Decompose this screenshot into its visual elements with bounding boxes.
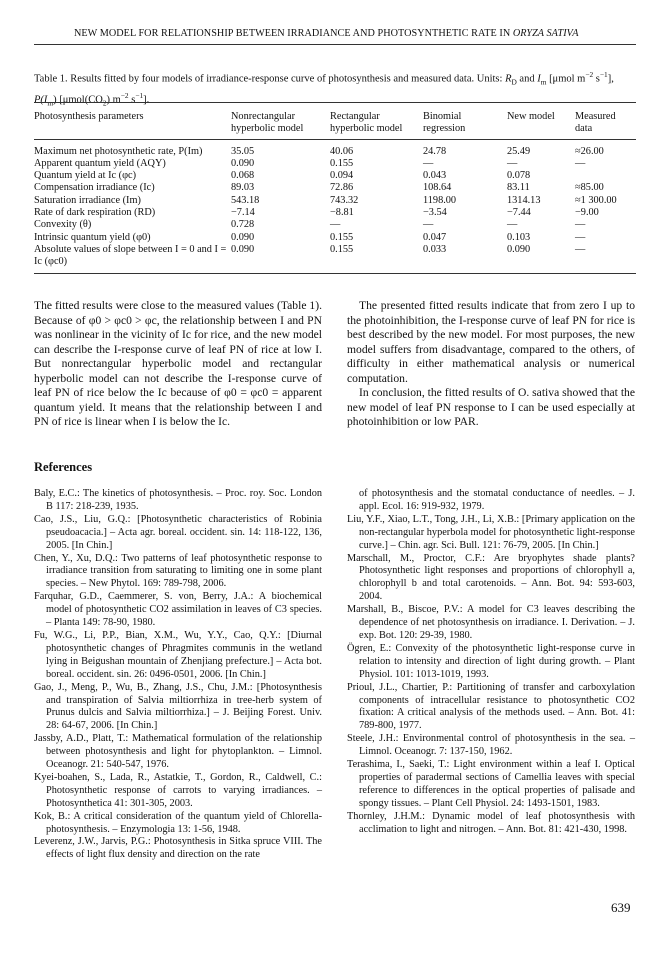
value-cell: — xyxy=(507,157,518,169)
caption-unit2-sup1: −2 xyxy=(120,90,129,100)
value-cell: 1198.00 xyxy=(423,194,457,206)
value-cell: 0.155 xyxy=(330,157,354,169)
table-row xyxy=(34,244,636,273)
reference-item: Cao, J.S., Liu, G.Q.: [Photosynthetic characteristics of Robinia pseudoacacia.] – Acta agr. boreal. occident. sin. 14: 118-122, 136, 2005. [In Chin.] xyxy=(34,513,322,551)
value-cell: 89.03 xyxy=(231,182,255,194)
caption-unit1: [μmol m xyxy=(546,73,586,85)
references-left-column xyxy=(34,488,322,862)
value-cell: −7.14 xyxy=(231,207,255,219)
parameter-cell: Rate of dark respiration (RD) xyxy=(34,207,156,219)
reference-item: Kyei-boahen, S., Lada, R., Astatkie, T., Gordon, R., Caldwell, C.: Photosynthetic response of carrots to varying irradiances. – Photosynthetica 41: 301-305, 2003. xyxy=(34,771,322,809)
references-heading: References xyxy=(34,460,93,474)
value-cell: −3.54 xyxy=(423,207,447,219)
table-row xyxy=(34,170,636,182)
value-cell: 0.068 xyxy=(231,170,255,182)
caption-co2-sub: 2 xyxy=(102,98,107,108)
value-cell: −8.81 xyxy=(330,207,354,219)
caption-unit2-sup2: −1 xyxy=(135,90,144,100)
caption-unit2-end: ]. xyxy=(143,94,150,106)
right-paragraph-1: The presented fitted results indicate that from zero I up to the photoinhibition, the I-response curve of leaf PN for rice is best described by the new model. For most purposes, the new model suffers from disadvantage, compared to the others, of difficulty in either mathematical analysis or numerical computation. xyxy=(347,299,635,385)
value-cell: 0.090 xyxy=(507,243,531,255)
left-column-text xyxy=(34,299,322,430)
value-cell: 1314.13 xyxy=(507,194,541,206)
value-cell: 0.090 xyxy=(231,157,255,169)
value-cell: — xyxy=(330,219,341,231)
value-cell: 0.047 xyxy=(423,231,447,243)
value-cell xyxy=(575,170,636,182)
value-cell: 0.728 xyxy=(231,219,255,231)
reference-item: Gao, J., Meng, P., Wu, B., Zhang, J.S., Chu, J.M.: [Photosynthesis and transpiration of Salvia miltiorrhiza in tree-herb system of Prunus dulcis and Salvia miltiorrhiza.] – J. Beijing Forest. Univ. 28: 64-67, 2006. [In Chin.] xyxy=(34,681,322,732)
reference-item: Thornley, J.H.M.: Dynamic model of leaf photosynthesis with acclimation to light and nitrogen. – Ann. Bot. 81: 421-430, 1998. xyxy=(347,810,635,835)
value-cell: −7.44 xyxy=(507,207,531,219)
reference-item: Chen, Y., Xu, D.Q.: Two patterns of leaf photosynthetic response to irradiance transition from saturating to limiting one in some plant species. – New Phytol. 169: 789-798, 2006. xyxy=(34,552,322,590)
table-row xyxy=(34,219,636,231)
caption-unit2-s: s xyxy=(128,94,136,106)
reference-item: Leverenz, J.W., Jarvis, P.G.: Photosynthesis in Sitka spruce VIII. The effects of light flux density and direction on the rate xyxy=(34,836,322,861)
reference-item: Steele, J.H.: Environmental control of photosynthesis in the sea. – Limnol. Oceanogr. 7: 137-150, 1962. xyxy=(347,733,635,758)
th-rectangular: Rectangular hyperbolic model xyxy=(330,111,403,135)
table-row xyxy=(34,139,636,158)
th-nonrectangular: Nonrectangular hyperbolic model xyxy=(231,111,304,135)
caption-unit1-sup1: −2 xyxy=(585,70,594,79)
caption-unit1-end: ], xyxy=(607,73,614,85)
value-cell: 743.32 xyxy=(330,194,359,206)
caption-s: s xyxy=(593,73,600,85)
value-cell: 0.078 xyxy=(507,170,531,182)
value-cell: 0.043 xyxy=(423,170,447,182)
parameter-cell: Maximum net photosynthetic rate, P(Im) xyxy=(34,145,203,157)
value-cell: 25.49 xyxy=(507,145,531,157)
value-cell: 0.094 xyxy=(330,170,354,182)
value-cell: 83.11 xyxy=(507,182,530,194)
header-prefix: NEW MODEL FOR RELATIONSHIP BETWEEN IRRADIANCE AND PHOTOSYNTHETIC RATE IN xyxy=(74,28,513,39)
th-new-model: New model xyxy=(507,111,555,122)
value-cell: 72.86 xyxy=(330,182,354,194)
table-row xyxy=(34,158,636,170)
table-row xyxy=(34,195,636,207)
table-body xyxy=(34,139,636,273)
value-cell: 35.05 xyxy=(231,145,255,157)
reference-item: Marschall, M., Proctor, C.F.: Are bryophytes shade plants? Photosynthetic light responses and proportions of chlorophyll a, chlorophyll b and total carotenoids. – Ann. Bot. 94: 593-603, 2004. xyxy=(347,552,635,603)
references-right-column xyxy=(347,488,635,836)
reference-item: Kok, B.: A critical consideration of the quantum yield of Chlorella-photosynthesis. – Enzymologia 13: 1-56, 1948. xyxy=(34,810,322,835)
reference-item: Baly, E.C.: The kinetics of photosynthesis. – Proc. roy. Soc. London B 117: 218-239, 1935. xyxy=(34,488,322,512)
value-cell: ≈26.00 xyxy=(575,145,604,157)
value-cell: 0.033 xyxy=(423,243,447,255)
caption-rd-sub: D xyxy=(511,77,517,87)
caption-text: Table 1. Results fitted by four models of irradiance-response curve of photosynthesis and measured data. Units: xyxy=(34,73,506,85)
caption-im-sub: m xyxy=(540,77,547,87)
reference-item: Fu, W.G., Li, P.P., Bian, X.M., Wu, Y.Y., Cao, Q.Y.: [Diurnal photosynthetic changes of Phragmites communis in the wetland lying in Beigushan mountain of Zhenjiang prefecture.] – Acta bot. boreal. occident. sin. 26: 0496-0501, 2006. [In Chin.] xyxy=(34,629,322,680)
table-row xyxy=(34,207,636,219)
parameter-cell: Absolute values of slope between I = 0 and I = Ic (φc0) xyxy=(34,243,227,268)
reference-item: Farquhar, G.D., Caemmerer, S. von, Berry, J.A.: A biochemical model of photosynthetic CO2 assimilation in leaves of C3 species. – Planta 149: 78-90, 1980. xyxy=(34,591,322,629)
value-cell: 108.64 xyxy=(423,182,452,194)
value-cell: — xyxy=(575,157,586,169)
caption-unit2: ) m xyxy=(106,94,121,106)
value-cell: — xyxy=(575,243,586,255)
th-binomial: Binomial regression xyxy=(423,111,466,135)
value-cell: ≈1 300.00 xyxy=(575,194,617,206)
table-row xyxy=(34,232,636,244)
caption-and: and xyxy=(516,73,538,85)
parameter-cell: Intrinsic quantum yield (φ0) xyxy=(34,231,151,243)
caption-im: I xyxy=(537,73,541,85)
parameter-cell: Quantum yield at Ic (φc) xyxy=(34,170,137,182)
value-cell: 543.18 xyxy=(231,194,260,206)
right-column-text xyxy=(347,299,635,430)
reference-item: Liu, Y.F., Xiao, L.T., Tong, J.H., Li, X.B.: [Primary application on the non-rectangular hyperbola model for photosynthetic light-response curve.] – Chin. agr. Sci. Bull. 121: 76-79, 2005. [In Chin.] xyxy=(347,513,635,551)
reference-item: Prioul, J.L., Chartier, P.: Partitioning of transfer and carboxylation components of intracellular resistance to photosynthetic CO2 fixation: A critical analysis of the methods used. – Ann. Bot. 41: 789-800, 1977. xyxy=(347,681,635,732)
value-cell: 24.78 xyxy=(423,145,447,157)
caption-pim-sub: m xyxy=(47,98,54,108)
running-header xyxy=(74,28,636,39)
results-table xyxy=(34,102,636,274)
th-parameters: Photosynthesis parameters xyxy=(34,111,144,122)
caption-pim-end: ) [μmol(CO xyxy=(53,94,103,106)
right-paragraph-2: In conclusion, the fitted results of O. sativa showed that the new model of leaf PN response to I can be used especially at photoinhibition or low PAR. xyxy=(347,386,635,428)
caption-pim: P(I xyxy=(34,94,48,106)
table-row xyxy=(34,182,636,194)
left-paragraph: The fitted results were close to the measured values (Table 1). Because of φ0 > φc0 > φc, the relationship between I and PN was nonlinear in the vicinity of Ic for rice, and the new model can describe the I-response curve of leaf PN of rice at low I. But nonrectangular hyperbolic model and rectangular hyperbolic model can not describe the I-response curve of leaf PN of rice below the Ic because of φ0 = φc0 = apparent quantum yield. It means that the relationship between I and PN of rice is linear when I is below the Ic. xyxy=(34,299,322,428)
value-cell: 0.090 xyxy=(231,243,255,255)
th-measured: Measured data xyxy=(575,111,616,135)
parameter-cell: Saturation irradiance (Im) xyxy=(34,194,141,206)
page-number: 639 xyxy=(611,900,631,915)
parameter-cell: Apparent quantum yield (AQY) xyxy=(34,157,166,169)
value-cell: ≈85.00 xyxy=(575,182,604,194)
value-cell: 0.103 xyxy=(507,231,531,243)
reference-item: Ögren, E.: Convexity of the photosynthetic light-response curve in relation to intensity and direction of light during growth. – Plant Physiol. 101: 1013-1019, 1993. xyxy=(347,642,635,680)
value-cell: 0.090 xyxy=(231,231,255,243)
value-cell: — xyxy=(575,231,586,243)
value-cell: −9.00 xyxy=(575,207,599,219)
header-rule xyxy=(34,44,636,45)
table-header-row xyxy=(34,103,636,140)
value-cell: — xyxy=(423,219,434,231)
value-cell: — xyxy=(575,219,586,231)
parameter-cell: Compensation irradiance (Ic) xyxy=(34,182,155,194)
value-cell: 0.155 xyxy=(330,243,354,255)
value-cell: — xyxy=(507,219,518,231)
parameter-cell: Convexity (θ) xyxy=(34,219,92,231)
value-cell: 0.155 xyxy=(330,231,354,243)
caption-rd: R xyxy=(505,73,512,85)
caption-unit1-sup2: −1 xyxy=(599,70,608,79)
header-species: ORYZA SATIVA xyxy=(512,28,579,39)
reference-item: Jassby, A.D., Platt, T.: Mathematical formulation of the relationship between photosynthesis and light for phytoplankton. – Limnol. Oceanogr. 21: 540-547, 1976. xyxy=(34,733,322,771)
reference-item: Marshall, B., Biscoe, P.V.: A model for C3 leaves describing the dependence of net photosynthesis on irradiance. I. Derivation. – J. exp. Bot. 120: 29-39, 1980. xyxy=(347,604,635,641)
reference-item: Terashima, I., Saeki, T.: Light environment within a leaf I. Optical properties of paradermal sections of Camellia leaves with special reference to differences in the optical properties of palisade and spongy tissues. – Plant Cell Physiol. 24: 1493-1501, 1983. xyxy=(347,759,635,809)
value-cell: 40.06 xyxy=(330,145,354,157)
value-cell: — xyxy=(423,157,434,169)
reference-item: of photosynthesis and the stomatal conductance of needles. – J. appl. Ecol. 16: 919-932, 1979. xyxy=(359,488,635,512)
